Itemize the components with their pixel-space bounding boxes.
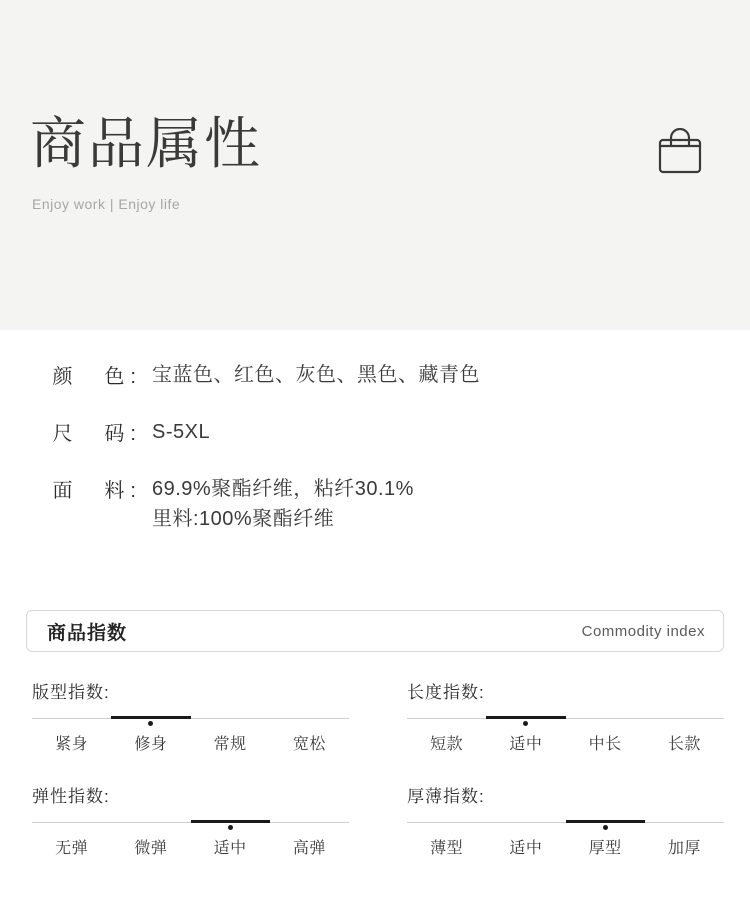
scale-option-selected[interactable]: 适中 (509, 736, 543, 753)
index-group-title: 长度指数: (407, 683, 485, 702)
scale-line (32, 718, 349, 719)
index-groups (0, 678, 750, 886)
attribute-label-color: 颜 色: (52, 366, 142, 388)
attribute-row (0, 360, 750, 390)
attribute-value-fabric (152, 474, 414, 534)
shopping-bag-icon (658, 128, 702, 174)
page-header (0, 0, 750, 330)
scale-option[interactable]: 适中 (509, 840, 543, 857)
commodity-index-bar (26, 610, 724, 652)
index-scale[interactable] (407, 715, 724, 723)
scale-option[interactable]: 常规 (213, 736, 247, 753)
commodity-index-title: 商品指数 (47, 622, 128, 644)
attribute-value-fabric-line1: 69.9%聚酯纤维，粘纤30.1% (152, 478, 414, 500)
index-scale[interactable] (32, 819, 349, 827)
scale-option[interactable]: 微弹 (134, 840, 168, 857)
content-card (0, 330, 750, 910)
index-scale[interactable] (407, 819, 724, 827)
index-group-elasticity (0, 782, 375, 858)
index-scale[interactable] (32, 715, 349, 723)
index-group-thickness (375, 782, 750, 858)
index-scale-labels (32, 835, 349, 858)
page-title: 商品属性 (30, 112, 262, 175)
index-group-title: 厚薄指数: (407, 787, 485, 806)
scale-active-segment (191, 820, 270, 823)
index-group-length (375, 678, 750, 754)
scale-option[interactable]: 加厚 (667, 840, 701, 857)
scale-option[interactable]: 薄型 (430, 840, 464, 857)
scale-marker-dot (148, 721, 153, 726)
attribute-value-size: S-5XL (152, 421, 211, 443)
scale-option[interactable]: 无弹 (55, 840, 89, 857)
scale-active-segment (486, 716, 565, 719)
index-scale-labels (32, 731, 349, 754)
scale-marker-dot (228, 825, 233, 830)
attribute-list (0, 360, 750, 561)
scale-option-selected[interactable]: 厚型 (588, 840, 622, 857)
attribute-value-fabric-line2: 里料:100%聚酯纤维 (152, 508, 335, 530)
index-group-fit (0, 678, 375, 754)
page-subtitle: Enjoy work | Enjoy life (32, 196, 181, 212)
scale-active-segment (566, 820, 645, 823)
scale-option[interactable]: 紧身 (55, 736, 89, 753)
scale-line (407, 718, 724, 719)
attribute-row (0, 417, 750, 447)
attribute-label-size: 尺 码: (52, 423, 142, 445)
attribute-label-fabric: 面 料: (52, 480, 142, 502)
scale-option-selected[interactable]: 适中 (213, 840, 247, 857)
index-group-row (0, 678, 750, 782)
scale-option[interactable]: 宽松 (292, 736, 326, 753)
attribute-value-color: 宝蓝色、红色、灰色、黑色、藏青色 (152, 364, 480, 386)
scale-option[interactable]: 高弹 (292, 840, 326, 857)
index-scale-labels (407, 835, 724, 858)
index-group-title: 弹性指数: (32, 787, 110, 806)
index-scale-labels (407, 731, 724, 754)
scale-marker-dot (603, 825, 608, 830)
scale-active-segment (111, 716, 190, 719)
index-group-title: 版型指数: (32, 683, 110, 702)
commodity-index-subtitle: Commodity index (581, 622, 705, 640)
scale-option[interactable]: 短款 (430, 736, 464, 753)
scale-option-selected[interactable]: 修身 (134, 736, 168, 753)
scale-marker-dot (523, 721, 528, 726)
scale-option[interactable]: 中长 (588, 736, 622, 753)
attribute-row (0, 474, 750, 534)
index-group-row (0, 782, 750, 886)
scale-option[interactable]: 长款 (667, 736, 701, 753)
